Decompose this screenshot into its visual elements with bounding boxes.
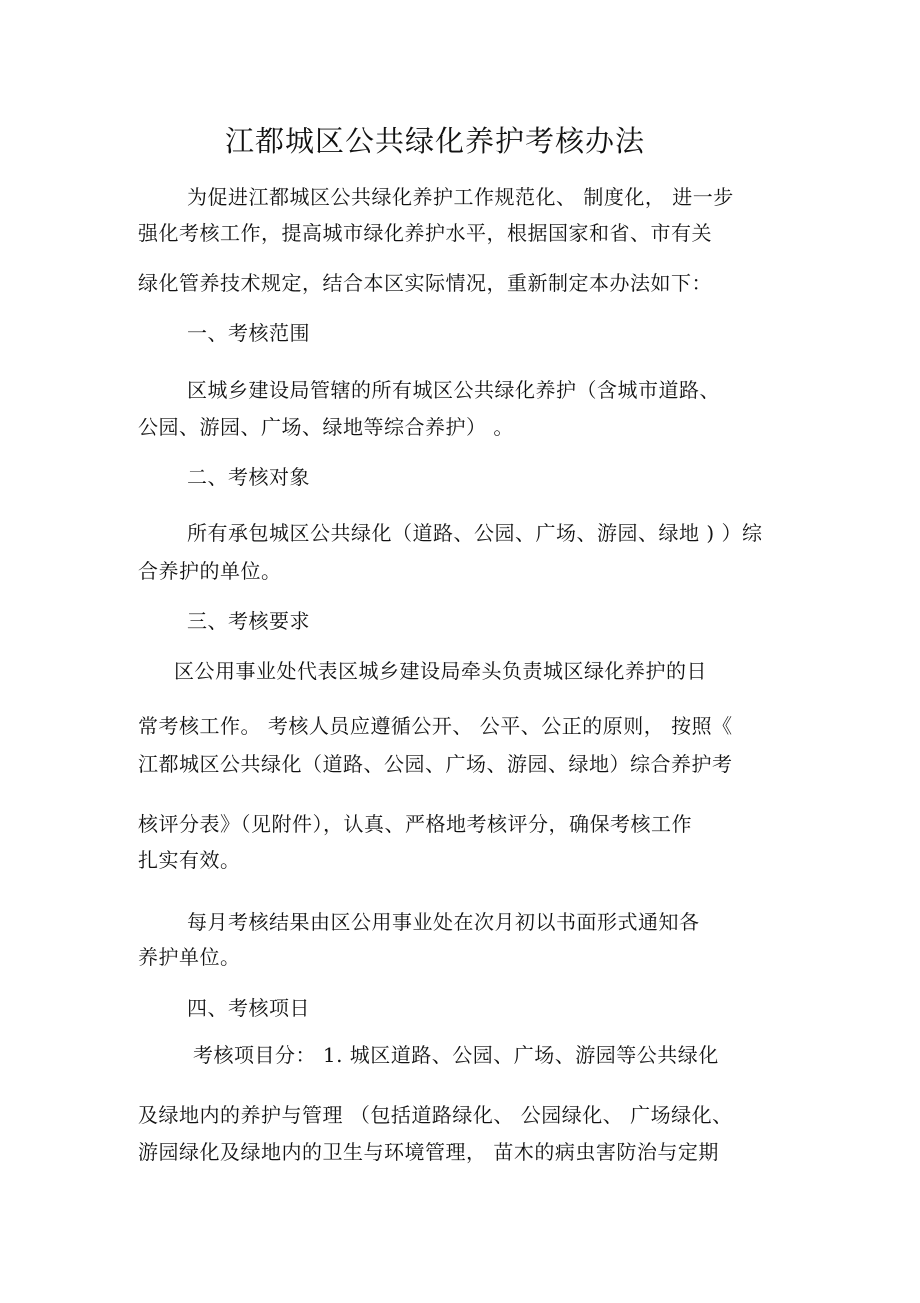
section-heading: 一、考核范围 xyxy=(187,321,310,345)
paragraph-line: 养护单位。 xyxy=(138,945,241,969)
paragraph-line: 考核项目分： 1. 城区道路、公园、广场、游园等公共绿化 xyxy=(193,1043,719,1067)
paragraph-line: 江都城区公共绿化（道路、公园、广场、游园、绿地）综合养护考 xyxy=(138,752,733,776)
document-title: 江都城区公共绿化养护考核办法 xyxy=(224,124,645,158)
paragraph-line: 游园绿化及绿地内的卫生与环境管理， 苗木的病虫害防治与定期 xyxy=(138,1140,719,1164)
paragraph-line: 扎实有效。 xyxy=(138,848,241,872)
paragraph-line: 区公用事业处代表区城乡建设局牵头负责城区绿化养护的日 xyxy=(174,659,707,683)
paragraph-line: 常考核工作。 考核人员应遵循公开、 公平、公正的原则， 按照《 xyxy=(138,714,733,738)
paragraph-line: 及绿地内的养护与管理 （包括道路绿化、 公园绿化、 广场绿化、 xyxy=(138,1103,733,1127)
paragraph-line: 公园、游园、广场、绿地等综合养护） 。 xyxy=(138,415,514,439)
paragraph-line: 所有承包城区公共绿化（道路、公园、广场、游园、绿地 ) ）综 xyxy=(187,521,763,545)
paragraph-line: 每月考核结果由区公用事业处在次月初以书面形式通知各 xyxy=(187,910,700,934)
paragraph-line: 绿化管养技术规定，结合本区实际情况，重新制定本办法如下： xyxy=(138,271,712,295)
paragraph-line: 为促进江都城区公共绿化养护工作规范化、 制度化， 进一步 xyxy=(187,185,734,209)
paragraph-line: 合养护的单位。 xyxy=(138,559,282,583)
section-heading: 四、考核项日 xyxy=(187,996,310,1020)
paragraph-line: 核评分表》（见附件），认真、严格地考核评分，确保考核工作 xyxy=(138,812,692,836)
paragraph-line: 强化考核工作，提高城市绿化养护水平，根据国家和省、市有关 xyxy=(138,221,712,245)
section-heading: 三、考核要求 xyxy=(187,609,310,633)
paragraph-line: 区城乡建设局管辖的所有城区公共绿化养护（含城市道路、 xyxy=(187,378,720,402)
section-heading: 二、考核对象 xyxy=(187,465,310,489)
